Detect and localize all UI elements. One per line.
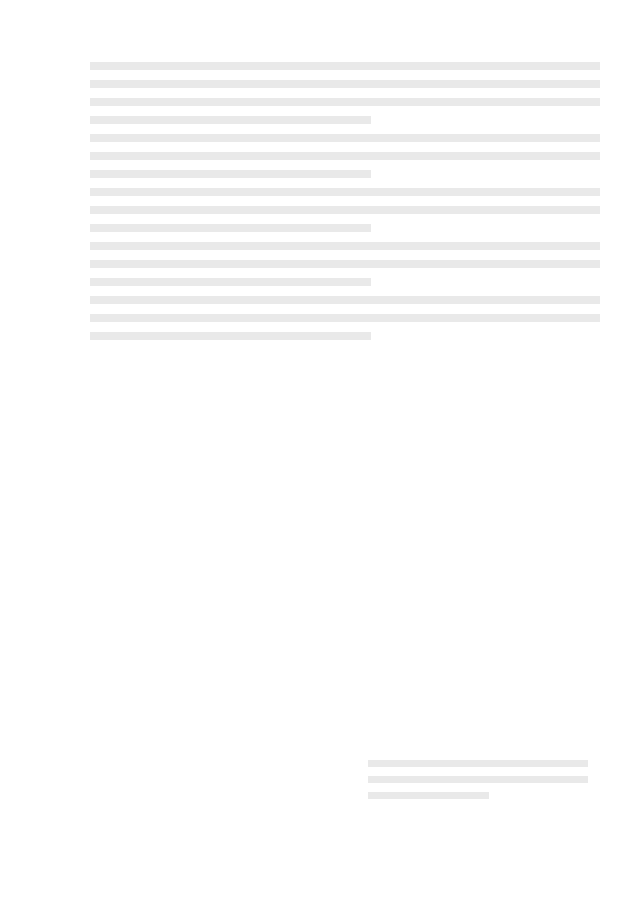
text-line: [90, 224, 371, 232]
text-line: [90, 80, 600, 88]
text-line: [368, 776, 588, 783]
text-line: [90, 170, 371, 178]
text-line: [90, 260, 600, 268]
text-line: [90, 314, 600, 322]
approval-block: [368, 760, 588, 808]
text-line: [368, 760, 588, 767]
text-line: [90, 332, 371, 340]
text-line: [90, 242, 600, 250]
text-line: [90, 134, 600, 142]
text-line: [90, 278, 371, 286]
text-line: [90, 206, 600, 214]
text-line: [368, 792, 489, 799]
text-line: [90, 98, 600, 106]
text-line: [90, 188, 600, 196]
text-line: [90, 116, 371, 124]
text-line: [90, 62, 600, 70]
document-body: [90, 62, 600, 350]
text-line: [90, 152, 600, 160]
text-line: [90, 296, 600, 304]
